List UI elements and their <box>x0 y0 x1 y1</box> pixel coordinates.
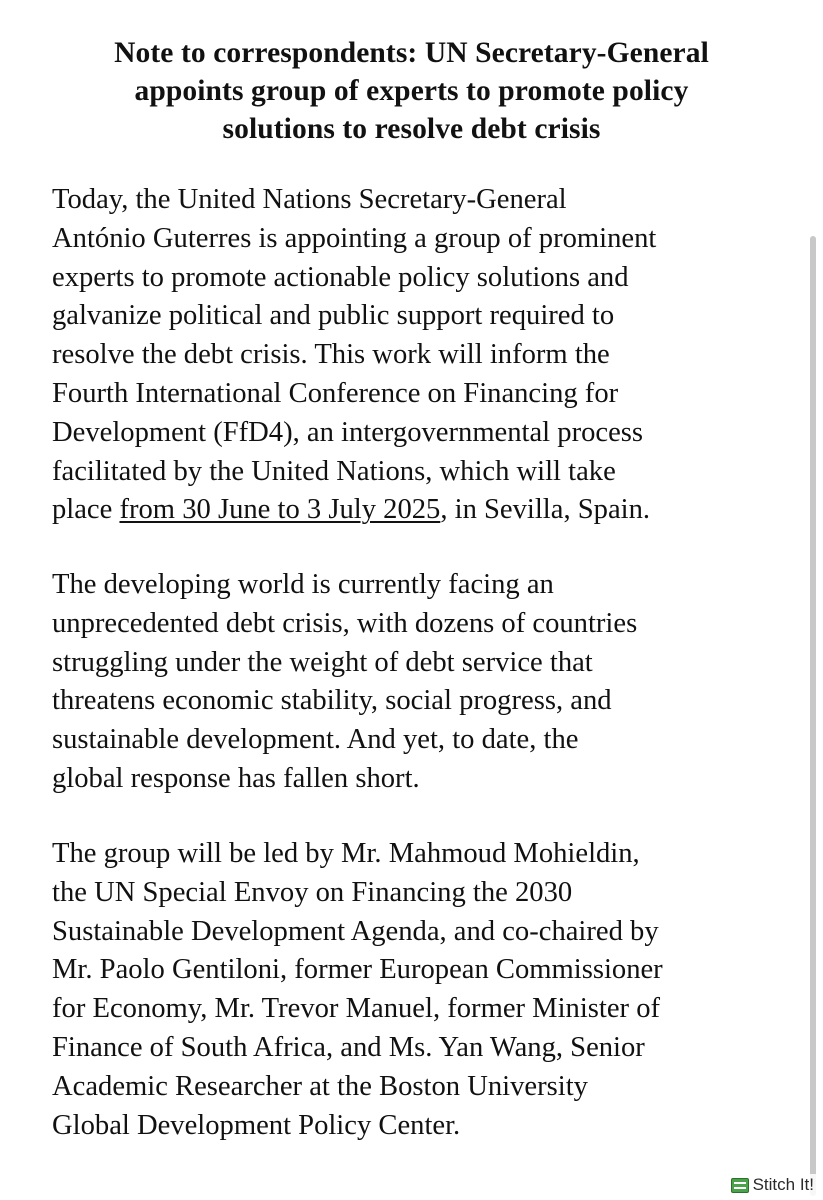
title-line: solutions to resolve debt crisis <box>222 113 601 145</box>
text-line: for Economy, Mr. Trevor Manuel, former Minister of <box>52 993 661 1025</box>
text-line: the UN Special Envoy on Financing the 2030 <box>52 876 573 908</box>
document-title <box>40 34 783 148</box>
title-line: appoints group of experts to promote policy <box>134 75 689 107</box>
paragraph-debt-crisis <box>52 566 792 799</box>
text-line: facilitated by the United Nations, which will take <box>52 455 616 487</box>
text-line: Development (FfD4), an intergovernmental process <box>52 416 644 448</box>
text-line: unprecedented debt crisis, with dozens of countries <box>52 607 638 639</box>
text-line: experts to promote actionable policy solutions and <box>52 261 629 293</box>
text-line: Finance of South Africa, and Ms. Yan Wang, Senior <box>52 1031 645 1063</box>
text-line: The developing world is currently facing an <box>52 569 554 600</box>
text-fragment: , in Sevilla, Spain. <box>440 494 651 526</box>
text-fragment: place <box>52 494 120 526</box>
paragraph-group-leadership <box>52 835 792 1145</box>
text-line: global response has fallen short. <box>52 762 420 794</box>
text-line: Today, the United Nations Secretary-General <box>52 184 567 215</box>
stitch-it-label: Stitch It! <box>752 1175 814 1194</box>
text-line: resolve the debt crisis. This work will inform the <box>52 339 610 371</box>
title-line: Note to correspondents: UN Secretary-General <box>114 37 709 69</box>
stitch-it-icon <box>731 1178 749 1193</box>
text-line: Sustainable Development Agenda, and co-chaired by <box>52 915 659 947</box>
text-line: sustainable development. And yet, to date, the <box>52 724 579 756</box>
text-line-with-link <box>52 491 792 530</box>
text-line: struggling under the weight of debt service that <box>52 646 593 678</box>
text-line: Academic Researcher at the Boston University <box>52 1070 588 1102</box>
text-line: The group will be led by Mr. Mahmoud Mohieldin, <box>52 838 640 869</box>
text-line: galvanize political and public support required to <box>52 300 615 332</box>
text-line: Mr. Paolo Gentiloni, former European Commissioner <box>52 954 663 986</box>
text-line: Fourth International Conference on Financing for <box>52 377 619 409</box>
vertical-scrollbar[interactable] <box>810 236 816 1196</box>
text-line: António Guterres is appointing a group of prominent <box>52 222 657 254</box>
text-line: Global Development Policy Center. <box>52 1109 461 1141</box>
text-line: threatens economic stability, social progress, and <box>52 685 612 717</box>
conference-dates-link[interactable]: from 30 June to 3 July 2025 <box>119 494 441 526</box>
stitch-it-watermark <box>728 1174 817 1196</box>
paragraph-announcement <box>52 181 792 530</box>
